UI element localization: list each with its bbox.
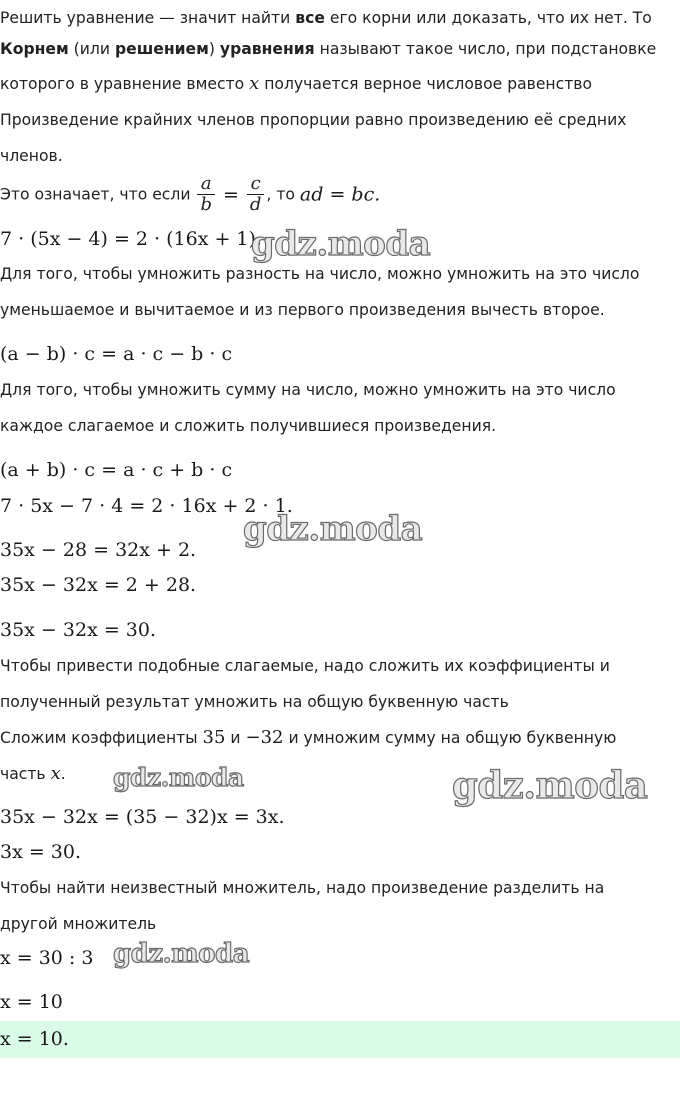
watermark-logo-4: gdz.moda bbox=[452, 763, 648, 807]
equation-distributive-sum: (a + b) · c = a · c + b · c bbox=[0, 459, 233, 481]
equation-x-10: x = 10 bbox=[0, 991, 63, 1013]
proportion-formula-line: Это означает, что если $\frac{a}{b}$ = $\frac{c}{d}$ , то ad = bc. bbox=[0, 173, 381, 215]
equation-moved-terms: 35x − 32x = 2 + 28. bbox=[0, 574, 197, 596]
coefficients-line-1: Сложим коэффициенты 35 и −32 и умножим сумму на общую буквенную bbox=[0, 727, 617, 748]
definition-line-2: Корнем (или решением) уравнения называют такое число, при подстановке bbox=[0, 40, 657, 58]
like-terms-rule-line-2: полученный результат умножить на общую буквенную часть bbox=[0, 693, 509, 711]
definition-line-1: Решить уравнение — значит найти все его корни или доказать, что их нет. То bbox=[0, 9, 652, 27]
equation-division: x = 30 : 3 bbox=[0, 947, 94, 969]
sum-rule-line-2: каждое слагаемое и сложить получившиеся произведения. bbox=[0, 417, 497, 435]
equation-distributive-difference: (a − b) · c = a · c − b · c bbox=[0, 343, 233, 365]
unknown-factor-rule-line-1: Чтобы найти неизвестный множитель, надо произведение разделить на bbox=[0, 879, 605, 897]
final-answer: x = 10. bbox=[0, 1028, 69, 1050]
bold-term-solution: решением bbox=[114, 40, 209, 58]
math-var-x: x bbox=[249, 73, 260, 94]
watermark-logo-3: gdz.moda bbox=[113, 763, 244, 792]
like-terms-rule-line-1: Чтобы привести подобные слагаемые, надо сложить их коэффициенты и bbox=[0, 657, 610, 675]
definition-line-3: которого в уравнение вместо x получается верное числовое равенство bbox=[0, 73, 593, 94]
fraction-c-over-d: $\frac{c}{d}$ bbox=[247, 174, 265, 215]
watermark-logo-2: gdz.moda bbox=[243, 509, 423, 549]
equation-simplified: 35x − 28 = 32x + 2. bbox=[0, 539, 197, 561]
proportion-rule-line-2: членов. bbox=[0, 147, 63, 165]
coefficients-line-2: часть x. bbox=[0, 763, 66, 784]
proportion-result: ad = bc. bbox=[299, 183, 381, 206]
difference-rule-line-1: Для того, чтобы умножить разность на число, можно умножить на это число bbox=[0, 265, 640, 283]
fraction-a-over-b: $\frac{a}{b}$ bbox=[197, 174, 215, 215]
difference-rule-line-2: уменьшаемое и вычитаемое и из первого произведения вычесть второе. bbox=[0, 301, 605, 319]
equation-collected: 35x − 32x = 30. bbox=[0, 619, 156, 641]
equation-original: 7 · (5x − 4) = 2 · (16x + 1). bbox=[0, 228, 262, 250]
bold-term-root: Корнем bbox=[0, 40, 69, 58]
equation-expanded: 7 · 5x − 7 · 4 = 2 · 16x + 2 · 1. bbox=[0, 495, 293, 517]
watermark-logo-5: gdz.moda bbox=[113, 939, 250, 969]
equation-factored: 35x − 32x = (35 − 32)x = 3x. bbox=[0, 806, 285, 828]
answer-highlight bbox=[0, 1021, 680, 1058]
bold-term-equation: уравнения bbox=[219, 40, 315, 58]
proportion-rule-line-1: Произведение крайних членов пропорции равно произведению её средних bbox=[0, 111, 627, 129]
unknown-factor-rule-line-2: другой множитель bbox=[0, 915, 157, 933]
watermark-logo-1: gdz.moda bbox=[251, 224, 431, 264]
equation-3x-30: 3x = 30. bbox=[0, 841, 82, 863]
sum-rule-line-1: Для того, чтобы умножить сумму на число, можно умножить на это число bbox=[0, 381, 616, 399]
bold-term-all: все bbox=[295, 9, 325, 27]
